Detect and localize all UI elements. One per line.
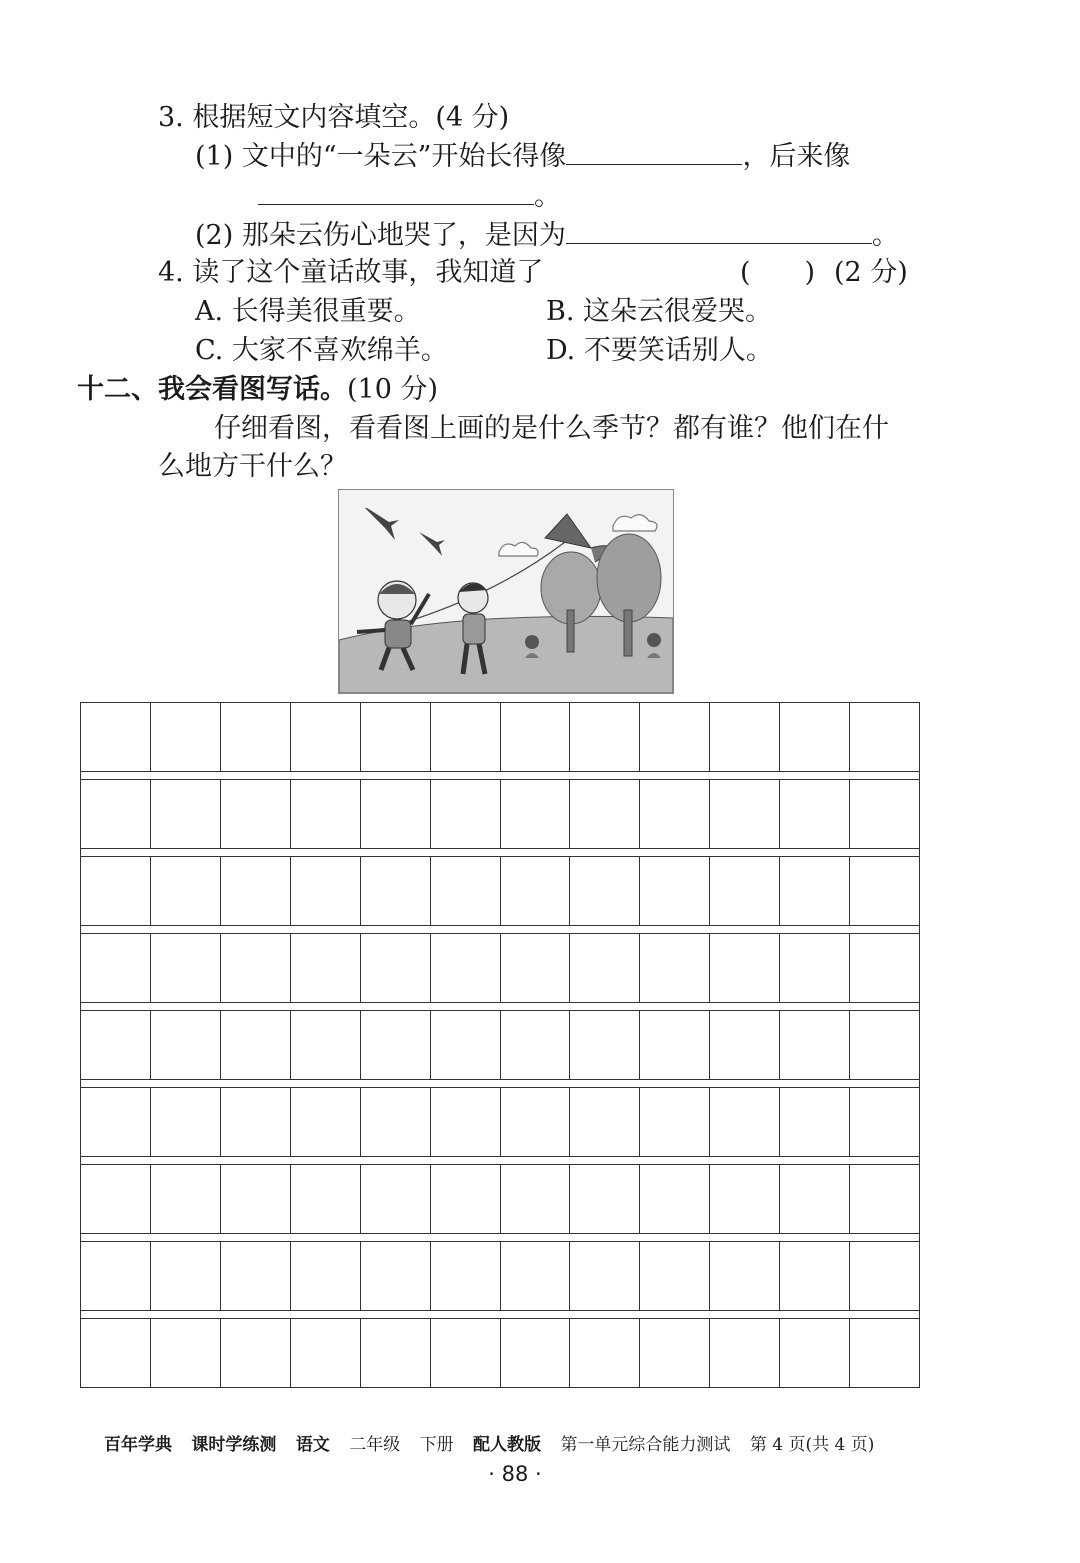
grid-cell[interactable] — [780, 1319, 850, 1387]
grid-row-gap — [80, 1080, 920, 1087]
q4-score: (2 分) — [834, 257, 908, 288]
grid-cell[interactable] — [361, 1088, 431, 1156]
grid-cell[interactable] — [361, 857, 431, 925]
q3-sub2-prefix: (2) 那朵云伤心地哭了，是因为 — [195, 220, 566, 251]
grid-cell[interactable] — [361, 934, 431, 1002]
grid-cell[interactable] — [81, 1319, 151, 1387]
illustration-svg — [339, 490, 673, 693]
grid-cell[interactable] — [501, 934, 571, 1002]
writing-grid — [80, 702, 920, 1388]
grid-cell[interactable] — [850, 857, 919, 925]
q3-sub1 — [195, 143, 850, 170]
footer-test-name: 第一单元综合能力测试 — [560, 1435, 731, 1455]
grid-cell[interactable] — [361, 780, 431, 848]
footer — [104, 1430, 888, 1455]
grid-cell[interactable] — [81, 703, 151, 771]
grid-cell[interactable] — [431, 1088, 501, 1156]
grid-row — [80, 1318, 920, 1388]
section12-score: (10 分) — [347, 374, 439, 405]
grid-cell[interactable] — [710, 780, 780, 848]
grid-cell[interactable] — [501, 857, 571, 925]
grid-cell[interactable] — [640, 1011, 710, 1079]
q3-sub1-mid: ，后来像 — [742, 141, 851, 172]
grid-cell[interactable] — [501, 780, 571, 848]
grid-cell[interactable] — [431, 703, 501, 771]
grid-cell[interactable] — [710, 1165, 780, 1233]
grid-cell[interactable] — [221, 934, 291, 1002]
grid-cell[interactable] — [570, 1165, 640, 1233]
section12-heading-line — [77, 376, 438, 403]
q3-sub1-prefix: (1) 文中的“一朵云”开始长得像 — [195, 141, 567, 172]
grid-cell[interactable] — [221, 857, 291, 925]
grid-row — [80, 856, 920, 926]
grid-cell[interactable] — [291, 1165, 361, 1233]
grid-cell[interactable] — [570, 1242, 640, 1310]
grid-cell[interactable] — [850, 934, 919, 1002]
grid-cell[interactable] — [431, 934, 501, 1002]
grid-cell[interactable] — [431, 780, 501, 848]
grid-cell[interactable] — [291, 703, 361, 771]
grid-cell[interactable] — [640, 1319, 710, 1387]
grid-cell[interactable] — [431, 1242, 501, 1310]
grid-cell[interactable] — [850, 1319, 919, 1387]
grid-cell[interactable] — [291, 780, 361, 848]
grid-cell[interactable] — [570, 780, 640, 848]
q3-title: 3. 根据短文内容填空。(4 分) — [158, 102, 510, 133]
grid-cell[interactable] — [431, 1319, 501, 1387]
grid-cell[interactable] — [710, 703, 780, 771]
grid-cell[interactable] — [501, 1165, 571, 1233]
grid-cell[interactable] — [780, 857, 850, 925]
grid-row-gap — [80, 926, 920, 933]
grid-cell[interactable] — [640, 1088, 710, 1156]
footer-edition: 配人教版 — [473, 1435, 542, 1455]
q4-title: 4. 读了这个童话故事，我知道了 — [158, 257, 544, 288]
grid-cell[interactable] — [640, 1165, 710, 1233]
q4-option-b: B. 这朵云很爱哭。 — [546, 296, 773, 327]
footer-page-info: 第 4 页(共 4 页) — [749, 1435, 875, 1455]
spring-kite-illustration — [338, 489, 674, 694]
grid-cell[interactable] — [221, 1088, 291, 1156]
grid-cell[interactable] — [710, 1319, 780, 1387]
grid-cell[interactable] — [780, 1165, 850, 1233]
grid-cell[interactable] — [710, 1088, 780, 1156]
grid-cell[interactable] — [291, 857, 361, 925]
grid-cell[interactable] — [291, 1242, 361, 1310]
grid-cell[interactable] — [151, 703, 221, 771]
grid-row-gap — [80, 1311, 920, 1318]
grid-cell[interactable] — [81, 780, 151, 848]
grid-row-gap — [80, 1234, 920, 1241]
grid-cell[interactable] — [291, 1088, 361, 1156]
grid-cell[interactable] — [780, 1088, 850, 1156]
grid-cell[interactable] — [640, 857, 710, 925]
grid-cell[interactable] — [780, 934, 850, 1002]
grid-cell[interactable] — [81, 1165, 151, 1233]
grid-row — [80, 1087, 920, 1157]
grid-row-gap — [80, 1003, 920, 1010]
grid-row — [80, 1010, 920, 1080]
grid-cell[interactable] — [640, 780, 710, 848]
grid-cell[interactable] — [221, 780, 291, 848]
grid-cell[interactable] — [291, 1011, 361, 1079]
grid-cell[interactable] — [780, 703, 850, 771]
q3-sub2 — [195, 222, 899, 249]
grid-cell[interactable] — [501, 1011, 571, 1079]
q3-sub1-cont — [258, 183, 561, 210]
grid-cell[interactable] — [151, 934, 221, 1002]
footer-subject: 语文 — [295, 1435, 330, 1455]
grid-row — [80, 933, 920, 1003]
q3-sub1-end: 。 — [534, 181, 561, 212]
grid-cell[interactable] — [710, 1242, 780, 1310]
grid-cell[interactable] — [81, 1011, 151, 1079]
grid-cell[interactable] — [81, 1242, 151, 1310]
q4-answer-paren[interactable]: ( ) — [740, 257, 816, 288]
grid-row — [80, 702, 920, 772]
grid-cell[interactable] — [361, 1011, 431, 1079]
grid-cell[interactable] — [151, 780, 221, 848]
grid-row-gap — [80, 772, 920, 779]
q3-sub1-blank-2[interactable] — [258, 203, 534, 205]
grid-cell[interactable] — [151, 1242, 221, 1310]
grid-cell[interactable] — [710, 857, 780, 925]
footer-series: 课时学练测 — [191, 1435, 277, 1455]
grid-cell[interactable] — [850, 703, 919, 771]
grid-cell[interactable] — [850, 1088, 919, 1156]
grid-cell[interactable] — [850, 1165, 919, 1233]
grid-cell[interactable] — [151, 1319, 221, 1387]
grid-cell[interactable] — [221, 1242, 291, 1310]
grid-cell[interactable] — [570, 934, 640, 1002]
page-number: · 88 · — [488, 1462, 542, 1486]
footer-brand: 百年学典 — [104, 1435, 172, 1455]
grid-cell[interactable] — [570, 1088, 640, 1156]
footer-grade: 二年级 — [349, 1435, 401, 1455]
grid-cell[interactable] — [81, 934, 151, 1002]
grid-cell[interactable] — [710, 934, 780, 1002]
grid-cell[interactable] — [640, 703, 710, 771]
grid-cell[interactable] — [221, 1165, 291, 1233]
grid-cell[interactable] — [291, 934, 361, 1002]
grid-cell[interactable] — [570, 703, 640, 771]
grid-cell[interactable] — [151, 1088, 221, 1156]
grid-cell[interactable] — [780, 1011, 850, 1079]
q4-option-c: C. 大家不喜欢绵羊。 — [195, 335, 448, 366]
grid-cell[interactable] — [780, 1242, 850, 1310]
grid-cell[interactable] — [570, 857, 640, 925]
grid-row-gap — [80, 849, 920, 856]
grid-cell[interactable] — [570, 1011, 640, 1079]
grid-cell[interactable] — [501, 703, 571, 771]
grid-row-gap — [80, 1157, 920, 1164]
q4-option-d: D. 不要笑话别人。 — [546, 335, 773, 366]
footer-volume: 下册 — [419, 1435, 454, 1455]
grid-cell[interactable] — [361, 1165, 431, 1233]
grid-cell[interactable] — [780, 780, 850, 848]
grid-cell[interactable] — [151, 1011, 221, 1079]
grid-cell[interactable] — [710, 1011, 780, 1079]
grid-row — [80, 1164, 920, 1234]
grid-row — [80, 779, 920, 849]
grid-cell[interactable] — [850, 1011, 919, 1079]
grid-cell[interactable] — [431, 1011, 501, 1079]
grid-cell[interactable] — [361, 703, 431, 771]
grid-cell[interactable] — [570, 1319, 640, 1387]
grid-cell[interactable] — [640, 1242, 710, 1310]
q3-sub2-blank[interactable] — [566, 242, 872, 244]
grid-cell[interactable] — [501, 1088, 571, 1156]
q3-sub1-blank-1[interactable] — [566, 163, 742, 165]
grid-cell[interactable] — [501, 1319, 571, 1387]
section12-prompt-1: 仔细看图，看看图上画的是什么季节？都有谁？他们在什 — [214, 413, 889, 444]
grid-cell[interactable] — [850, 780, 919, 848]
grid-cell[interactable] — [151, 1165, 221, 1233]
grid-cell[interactable] — [81, 857, 151, 925]
grid-cell[interactable] — [361, 1319, 431, 1387]
grid-row — [80, 1241, 920, 1311]
grid-cell[interactable] — [431, 857, 501, 925]
grid-cell[interactable] — [221, 1011, 291, 1079]
q3-sub2-end: 。 — [871, 220, 899, 251]
q4-option-a: A. 长得美很重要。 — [195, 296, 421, 327]
grid-cell[interactable] — [291, 1319, 361, 1387]
section12-prompt-2: 么地方干什么？ — [158, 451, 347, 482]
grid-cell[interactable] — [431, 1165, 501, 1233]
grid-cell[interactable] — [221, 703, 291, 771]
grid-cell[interactable] — [501, 1242, 571, 1310]
grid-cell[interactable] — [221, 1319, 291, 1387]
grid-cell[interactable] — [81, 1088, 151, 1156]
section12-heading: 十二、我会看图写话。 — [77, 374, 347, 405]
grid-cell[interactable] — [850, 1242, 919, 1310]
grid-cell[interactable] — [640, 934, 710, 1002]
grid-cell[interactable] — [151, 857, 221, 925]
grid-cell[interactable] — [361, 1242, 431, 1310]
